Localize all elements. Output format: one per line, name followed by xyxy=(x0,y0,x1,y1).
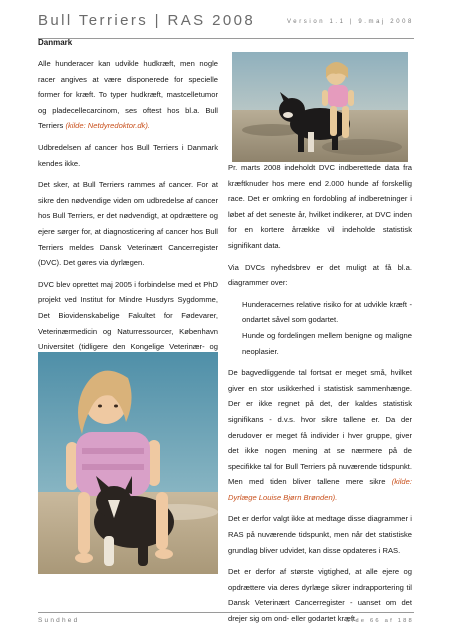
page-footer xyxy=(38,612,414,635)
photo-girl-brindle-puppy xyxy=(38,352,218,574)
paragraph: Det sker, at Bull Terriers rammes af cancer. For at sikre den nødvendige viden om udbredelse af cancer hos Bull Terriers, er det nødvendigt, at opdrættere og ejere sørger for, at diagnosticering af cancer hos Bull Terriers meldes Dansk Veterinært Cancerregister (DVC). Det gøres via dyrlægen. xyxy=(38,180,218,268)
beach-photo-image xyxy=(232,52,408,162)
paragraph: DVC blev oprettet maj 2005 i forbindelse med et PhD projekt ved Institut for Mindre Husdyrs Sygdomme, Det Biovidenskabelige Fakultet for Fødevarer, Veterinærmedicin og Naturressourcer, København Universitet (tidligere den Kongelige Veterinær- og xyxy=(38,279,218,352)
paragraph: Udbredelsen af cancer hos Bull Terriers i Danmark kendes ikke. xyxy=(38,142,218,168)
list-item: Hunderacernes relative risiko for at udvikle kræft - ondartet såvel som godartet. xyxy=(242,299,412,325)
citation: (kilde: Dyrlæge Louise Bjørn Brønden). xyxy=(228,477,412,502)
right-column xyxy=(228,160,412,633)
list-item: Hunde og fordelingen mellem benigne og maligne neoplasier. xyxy=(242,330,412,356)
document-title: Bull Terriers | RAS 2008 xyxy=(38,12,256,29)
paragraph: Det er derfor valgt ikke at medtage disse diagrammer i RAS på nuværende tidspunkt, men når det statistiske grundlag bliver udvidet, kan disse opdateres i RAS. xyxy=(228,514,412,555)
paragraph: Via DVCs nyhedsbrev er det muligt at få bl.a. diagrammer over: xyxy=(228,262,412,288)
paragraph-text: De bagvedliggende tal fortsat er meget små, hvilket giver en stor usikkerhed i statistisk sammenhænge. Der er ikke regnet på det, der kaldes statistisk signifikans - d.v.s. hvor sikre tallene er. Da der derudover er meget få individer i hver gruppe, giver det ikke nogen mening at se nærmere på de specifikke tal for Bull Terriers på nuværende tidspunkt. Men med tiden bliver tallene mere sikre xyxy=(228,368,412,487)
citation: (kilde: Netdyredoktor.dk). xyxy=(65,121,150,131)
page-number: Side 66 af 188 xyxy=(345,618,414,624)
paragraph: Det er derfor af største vigtighed, at alle ejere og opdrættere via deres dyrlæge sikrer indrapportering til Dansk Veterinært Cancerregister - uanset om det drejer sig om ond- eller godartet kræft. xyxy=(228,567,412,624)
paragraph xyxy=(38,56,218,134)
document-version: Version 1.1 | 9.maj 2008 xyxy=(287,19,414,25)
section-title: Danmark xyxy=(38,38,73,47)
footer-section: Sundhed xyxy=(38,617,80,624)
paragraph: Pr. marts 2008 indeholdt DVC indberettede data fra kræftknuder hos mere end 2.000 hunde af forskellig race. Det er omkring en fordobling af indberetninger i løbet af det seneste år, hvilket indikerer, at DVC inden for en kortere årrække vil indeholde statistisk signifikant data. xyxy=(228,163,412,250)
beach-photo-image xyxy=(38,352,218,574)
paragraph xyxy=(228,365,412,505)
photo-girl-black-puppy xyxy=(232,52,408,162)
paragraph-text: Alle hunderacer kan udvikle hudkræft, men nogle racer angives at være disponerede for specielle former for kræft. To typer hudkræft, mastcelletumor og pladecellecarcinom, ses oftest hos bl.a. Bull Terriers xyxy=(38,59,218,131)
